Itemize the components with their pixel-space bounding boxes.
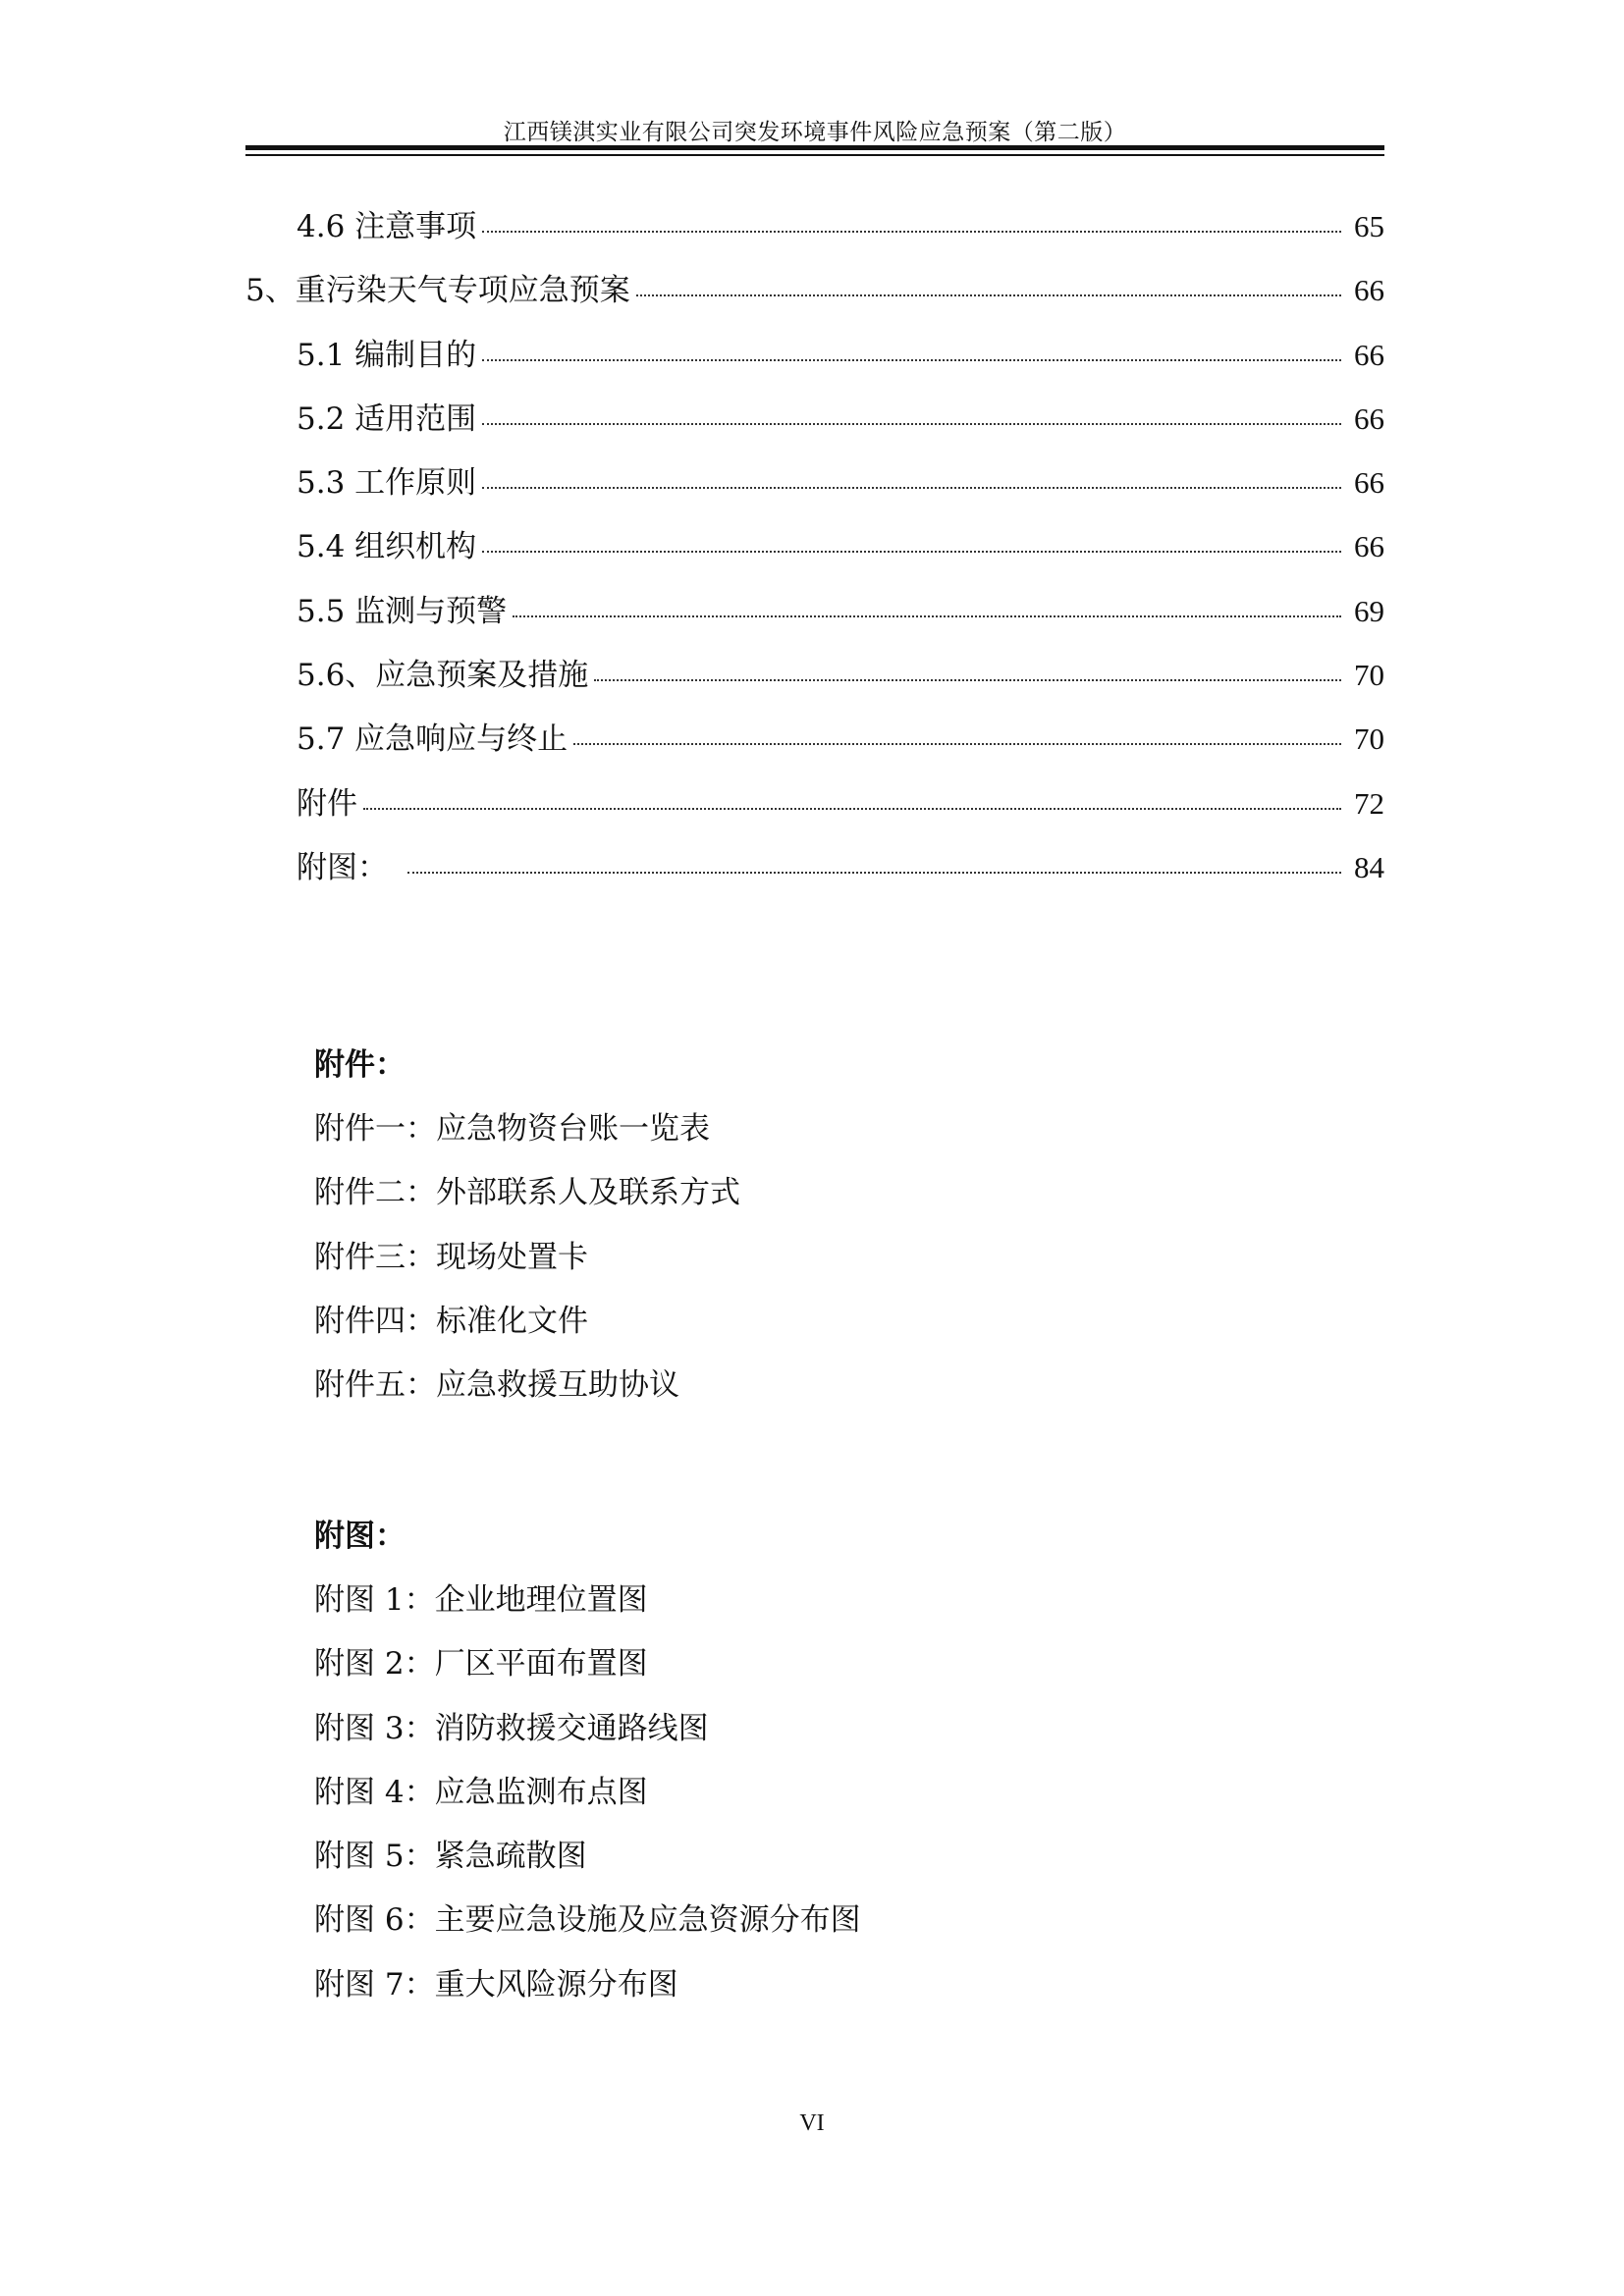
figure-item: 附图 2：厂区平面布置图: [314, 1646, 648, 1682]
figure-item: 附图 7：重大风险源分布图: [314, 1966, 678, 2002]
toc-dot-leader: [482, 487, 1341, 489]
toc-entry-label: 5.2 适用范围: [297, 400, 477, 437]
figure-item: 附图 1：企业地理位置图: [314, 1582, 648, 1618]
attachments-title: 附件：: [314, 1047, 406, 1083]
toc-entry-label: 5.6、应急预案及措施: [297, 658, 589, 694]
toc-entry[interactable]: [245, 330, 1384, 394]
figure-item: 附图 5：紧急疏散图: [314, 1839, 587, 1875]
toc-dot-leader: [407, 872, 1341, 874]
figures-title: 附图：: [314, 1519, 406, 1554]
toc-entry-page: 66: [1354, 465, 1384, 501]
toc-dot-leader: [482, 359, 1341, 361]
toc-entry-label: 附件: [297, 785, 357, 822]
toc-dot-leader: [363, 808, 1341, 810]
document-header-title: 江西镁淇实业有限公司突发环境事件风险应急预案（第二版）: [503, 120, 1127, 145]
toc-entry-page: 69: [1354, 593, 1384, 628]
toc-dot-leader: [573, 743, 1341, 745]
toc-entry-label: 5、重污染天气专项应急预案: [245, 273, 630, 309]
toc-entry[interactable]: [245, 778, 1384, 842]
attachment-item: 附件二：外部联系人及联系方式: [314, 1175, 740, 1211]
toc-entry[interactable]: [245, 714, 1384, 777]
toc-entry-page: 66: [1354, 273, 1384, 308]
page-number: VI: [799, 2110, 825, 2136]
figures-section: [314, 1504, 861, 2017]
toc-entry-page: 84: [1354, 849, 1384, 884]
figure-item: 附图 3：消防救援交通路线图: [314, 1710, 709, 1746]
toc-entry-label: 附图：: [297, 849, 388, 885]
toc-entry[interactable]: [245, 457, 1384, 521]
toc-entry-label: 4.6 注意事项: [297, 209, 477, 244]
header-rule-thick: [245, 145, 1384, 150]
toc-entry-label: 5.4 组织机构: [297, 529, 477, 565]
toc-dot-leader: [482, 231, 1341, 233]
toc-entry[interactable]: [245, 265, 1384, 329]
toc-entry-page: 66: [1354, 529, 1384, 564]
toc-entry-page: 70: [1354, 658, 1384, 693]
attachment-item: 附件五：应急救援互助协议: [314, 1367, 679, 1404]
toc-entry-label: 5.7 应急响应与终止: [297, 721, 568, 758]
toc-entry[interactable]: [245, 842, 1384, 906]
header-rule-thin: [245, 154, 1384, 156]
toc-entry[interactable]: [245, 586, 1384, 650]
toc-dot-leader: [482, 551, 1341, 553]
toc-entry-page: 66: [1354, 337, 1384, 372]
toc-dot-leader: [513, 615, 1341, 617]
toc-dot-leader: [636, 294, 1341, 296]
toc-entry-label: 5.3 工作原则: [297, 465, 477, 502]
toc-entry-page: 65: [1354, 209, 1384, 243]
attachment-item: 附件三：现场处置卡: [314, 1239, 588, 1275]
toc-entry-page: 72: [1354, 785, 1384, 821]
toc-entry[interactable]: [245, 650, 1384, 714]
attachments-section: [314, 1033, 740, 1417]
toc-entry-page: 70: [1354, 721, 1384, 757]
toc-entry[interactable]: [245, 201, 1384, 265]
toc-entry-page: 66: [1354, 400, 1384, 436]
toc-entry-label: 5.5 监测与预警: [297, 593, 508, 629]
figure-item: 附图 6：主要应急设施及应急资源分布图: [314, 1902, 861, 1939]
toc-dot-leader: [482, 423, 1341, 425]
figure-item: 附图 4：应急监测布点图: [314, 1774, 648, 1810]
toc-entry-label: 5.1 编制目的: [297, 337, 477, 373]
toc-dot-leader: [594, 679, 1341, 681]
toc-entry[interactable]: [245, 521, 1384, 585]
table-of-contents: [245, 201, 1384, 906]
attachment-item: 附件四：标准化文件: [314, 1303, 588, 1339]
attachment-item: 附件一：应急物资台账一览表: [314, 1111, 710, 1147]
toc-entry[interactable]: [245, 394, 1384, 457]
